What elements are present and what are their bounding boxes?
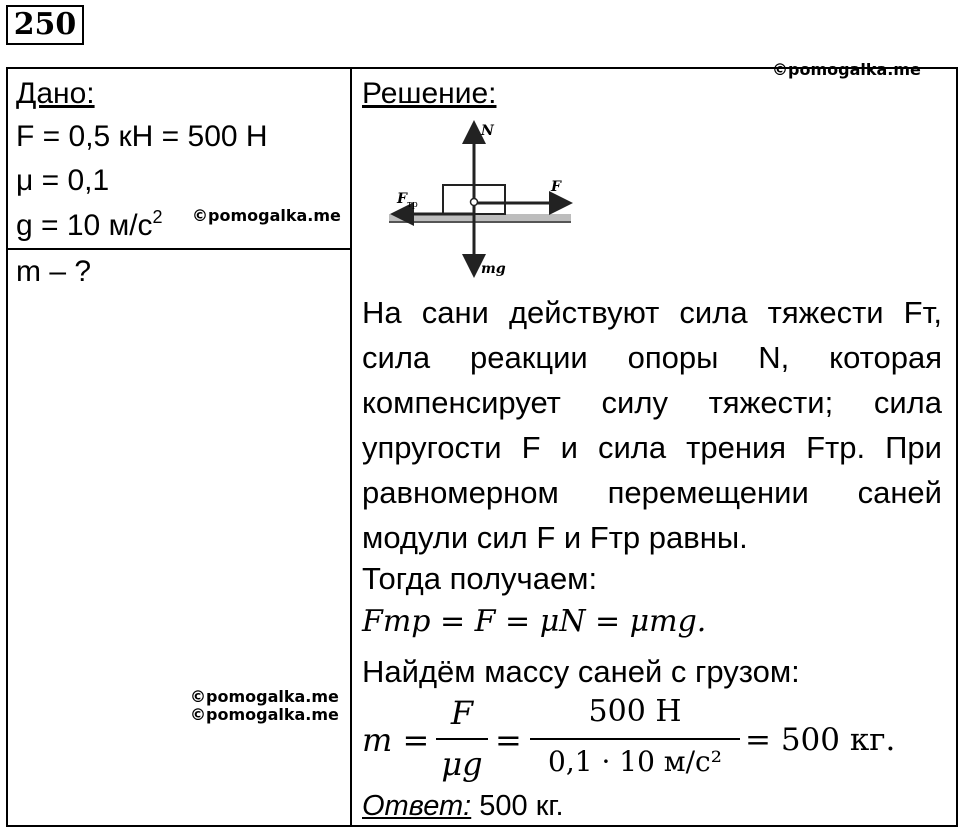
formula-friction: Fтр = F = μN = μmg.: [362, 604, 707, 639]
answer-label: Ответ:: [362, 790, 472, 822]
label-n: N: [481, 123, 494, 139]
given-divider: [6, 248, 352, 250]
answer: [362, 788, 564, 824]
solution-header: Решение:: [362, 77, 497, 110]
frac2-bar: [530, 738, 740, 740]
label-ftr: F: [397, 191, 407, 207]
formula-result: = 500 кг.: [745, 722, 896, 758]
explanation-line: На сани действуют сила тяжести Fт,: [362, 295, 942, 330]
watermark: ©pomogalka.me: [190, 705, 339, 724]
label-mg: mg: [481, 261, 506, 277]
label-ftr-sub: тр: [407, 200, 418, 210]
frac2-denominator: 0,1 · 10 м/с²: [548, 745, 722, 778]
explanation-line: модули сил F и Fтр равны.: [362, 520, 748, 555]
watermark: ©pomogalka.me: [772, 60, 921, 79]
frac1-denominator: μg: [441, 745, 483, 783]
explanation-line: сила реакции опоры N, которая: [362, 340, 942, 375]
explanation-line: равномерном перемещении саней: [362, 475, 942, 510]
given-g: [16, 208, 163, 244]
formula-lhs: m =: [362, 721, 430, 759]
center-point: [471, 199, 478, 206]
watermark: ©pomogalka.me: [192, 206, 341, 225]
given-g-base: g = 10 м/с: [16, 209, 153, 242]
frac1-bar: [436, 738, 488, 740]
given-mu: μ = 0,1: [16, 164, 110, 197]
find-mass-text: Найдём массу саней с грузом:: [362, 654, 800, 689]
given-force: F = 0,5 кН = 500 Н: [16, 120, 268, 153]
watermark: ©pomogalka.me: [190, 687, 339, 706]
column-divider: [350, 67, 352, 827]
answer-value: 500 кг.: [479, 790, 564, 822]
formula-equals: =: [495, 721, 522, 759]
find-quantity: m – ?: [16, 255, 92, 288]
given-header: Дано:: [16, 77, 95, 110]
force-diagram: [385, 115, 585, 285]
frac2-numerator: 500 Н: [588, 694, 682, 729]
frac1-numerator: F: [450, 694, 474, 732]
explanation-line: упругости F и сила трения Fтр. При: [362, 430, 942, 465]
then-text: Тогда получаем:: [362, 561, 598, 596]
problem-number: 250: [6, 5, 84, 45]
explanation: [362, 290, 942, 560]
label-f: F: [551, 179, 561, 195]
given-g-exp: 2: [152, 207, 163, 227]
explanation-line: компенсирует силу тяжести; сила: [362, 385, 942, 420]
